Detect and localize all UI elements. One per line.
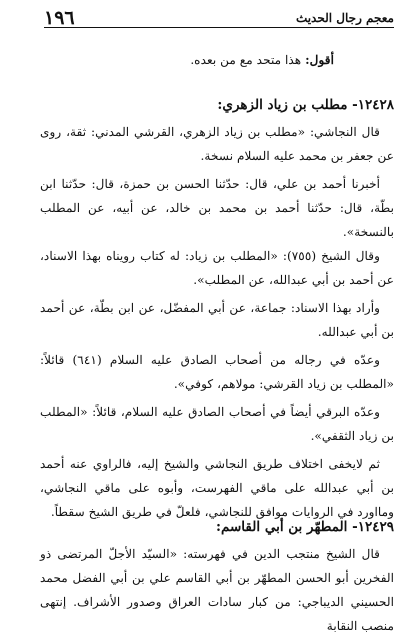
- entry-paragraph: أخبرنا أحمد بن علي، قال: حدّثنا الحسن بن حمزة، قال: حدّثنا ابن بطّة، قال: حدّثنا أحمد بن محمد بن خالد، عن أبيه، عن المطلب بالنسخة».: [40, 177, 394, 239]
- entry-heading: ١٢٤٢٨- مطلب بن زياد الزهري:: [217, 97, 394, 113]
- intro-label: أقول:: [305, 53, 334, 67]
- entry-paragraph: وأراد بهذا الاسناد: جماعة، عن أبي المفضّل، عن ابن بطّة، عن أحمد بن أبي عبدالله.: [40, 301, 394, 339]
- entry-paragraph: ثم لايخفى اختلاف طريق النجاشي والشيخ إليه، فالراوي عنه أحمد بن أبي عبدالله على ماقي الفهرست، وأبوه على ماقي النجاشي، ومااورد في الروايات موافق للنجاشي، فلعلّ في طريق الشيخ سقطاً.: [40, 457, 394, 519]
- entry-paragraph: قال الشيخ منتجب الدين في فهرسته: «السيّد الأجلّ المرتضى ذو الفخرين أبو الحسن المطهّر بن أبي القاسم علي بن أبي الفضل محمد الحسيني الديباجي: من كبار سادات العراق وصدور الأشراف. إنتهى منصب النقابة: [40, 547, 394, 633]
- entry-12429: [40, 516, 394, 638]
- header-rule: [44, 27, 394, 28]
- intro-text: هذا متحد مع من بعده.: [190, 53, 306, 67]
- entry-heading: ١٢٤٢٩- المطهّر بن أبي القاسم:: [216, 519, 394, 535]
- entry-12428: [40, 94, 394, 524]
- page-number: ١٩٦: [44, 7, 75, 29]
- running-title: معجم رجال الحديث: [295, 11, 394, 25]
- entry-paragraph: وعدّه البرقي أيضاً في أصحاب الصادق عليه السلام، قائلاً: «المطلب بن زياد الثقفي».: [40, 405, 394, 443]
- entry-paragraph: وعدّه في رجاله من أصحاب الصادق عليه السلام (٦٤١) قائلاً: «المطلب بن زياد القرشي: مولاهم، كوفي».: [40, 353, 394, 391]
- entry-paragraph: وقال الشيخ (٧٥٥): «المطلب بن زياد: له كتاب رويناه بهذا الاسناد، عن أحمد بن أبي عبدالله، عن المطلب».: [40, 249, 394, 287]
- entry-paragraph: قال النجاشي: «مطلب بن زياد الزهري، القرشي المدني: ثقة، روى عن جعفر بن محمد عليه السلام نسخة.: [40, 125, 394, 163]
- intro-paragraph: [40, 48, 394, 72]
